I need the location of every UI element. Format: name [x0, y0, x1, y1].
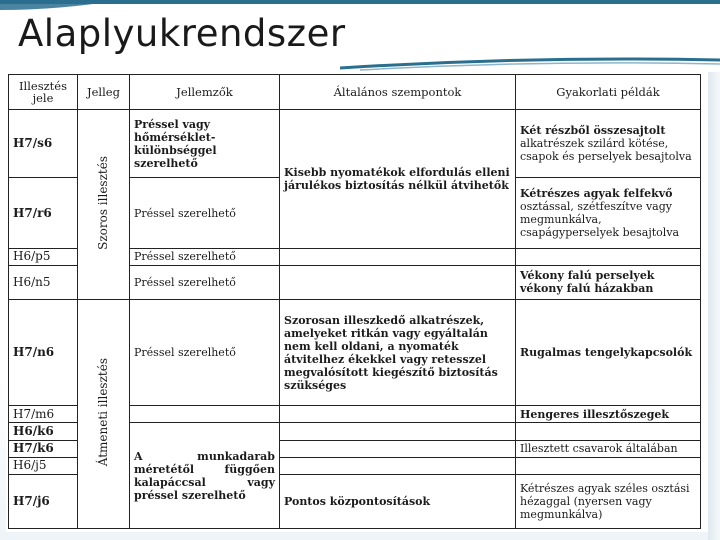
table-row: [9, 110, 701, 178]
fit-code: H7/m6: [9, 406, 78, 423]
fit-code: H7/j6: [9, 474, 78, 528]
header-fit: [9, 75, 78, 110]
jellemzok-n6: Préssel szerelhető: [130, 299, 280, 405]
altalanos-j: Pontos központosítások: [280, 474, 516, 528]
group-atmeneti-label: Átmeneti illesztés: [96, 358, 110, 467]
pelda-k6: Illesztett csavarok általában: [516, 440, 701, 457]
altalanos-empty: [280, 265, 516, 299]
fit-table: [8, 74, 701, 529]
jellemzok-s6: Préssel vagy hőmérséklet-különbséggel szerelhető: [130, 110, 280, 178]
jellemzok-k6: A munkadarab méretétől függően kalapáccsal vagy préssel szerelhető: [130, 423, 280, 529]
jellemzok-n5: Préssel szerelhető: [130, 265, 280, 299]
group-atmeneti: [78, 299, 130, 528]
right-edge-shade: [708, 72, 720, 540]
corner-swoosh-decoration: [0, 0, 120, 12]
pelda-r6-rest: osztással, szétfeszítve vagy megmunkálva, csapágyperselyek besajtolva: [520, 200, 680, 240]
pelda-empty: [516, 248, 701, 265]
header-altalanos: Általános szempontok: [280, 75, 516, 110]
header-fit-line1: Illesztés: [19, 79, 67, 94]
pelda-r6-bold: Kétrészes agyak felfekvő: [520, 187, 673, 201]
pelda-r6: [516, 178, 701, 248]
pelda-empty: [516, 423, 701, 440]
altalanos-szoros: Kisebb nyomatékok elfordulás elleni járulékos biztosítás nélkül átvihetők: [280, 110, 516, 249]
header-row: [9, 75, 701, 110]
pelda-m6: Hengeres illesztőszegek: [516, 406, 701, 423]
altalanos-empty: [280, 440, 516, 457]
title-underline-decoration: [340, 54, 720, 72]
pelda-empty: [516, 457, 701, 474]
jellemzok-r6: Préssel szerelhető: [130, 178, 280, 248]
group-szoros-label: Szoros illesztés: [96, 156, 110, 250]
group-szoros: [78, 110, 130, 300]
header-fit-line2: jele: [32, 91, 54, 106]
fit-code: H6/n5: [9, 265, 78, 299]
altalanos-empty: [280, 406, 516, 423]
slide-title: Alaplyukrendszer: [18, 12, 346, 55]
pelda-s6: [516, 110, 701, 178]
pelda-n6: Rugalmas tengelykapcsolók: [516, 299, 701, 405]
fit-code: H6/k6: [9, 423, 78, 440]
altalanos-atmeneti: Szorosan illeszkedő alkatrészek, amelyeket ritkán vagy egyáltalán nem kell oldani, a nyomaték átvitelhez ékekkel vagy retesszel megvalósított kiegészítő biztosítás szükséges: [280, 299, 516, 405]
altalanos-empty: [280, 457, 516, 474]
fit-code: H6/p5: [9, 248, 78, 265]
jellemzok-empty: [130, 406, 280, 423]
altalanos-empty: [280, 423, 516, 440]
jellemzok-p5: Préssel szerelhető: [130, 248, 280, 265]
header-jellemzok: Jellemzők: [130, 75, 280, 110]
pelda-n5: Vékony falú perselyek vékony falú házakban: [516, 265, 701, 299]
fit-code: H7/r6: [9, 178, 78, 248]
header-gyakorlati: Gyakorlati példák: [516, 75, 701, 110]
header-jelleg: Jelleg: [78, 75, 130, 110]
table-row: [9, 299, 701, 405]
fit-code: H7/k6: [9, 440, 78, 457]
fit-code: H7/s6: [9, 110, 78, 178]
altalanos-empty: [280, 248, 516, 265]
pelda-j6: Kétrészes agyak széles osztási hézaggal (nyersen vagy megmunkálva): [516, 474, 701, 528]
fit-code: H7/n6: [9, 299, 78, 405]
pelda-s6-bold: Két részből összesajtolt: [520, 124, 666, 138]
pelda-s6-rest: alkatrészek szilárd kötése, csapok és perselyek besajtolva: [520, 137, 692, 164]
fit-code: H6/j5: [9, 457, 78, 474]
